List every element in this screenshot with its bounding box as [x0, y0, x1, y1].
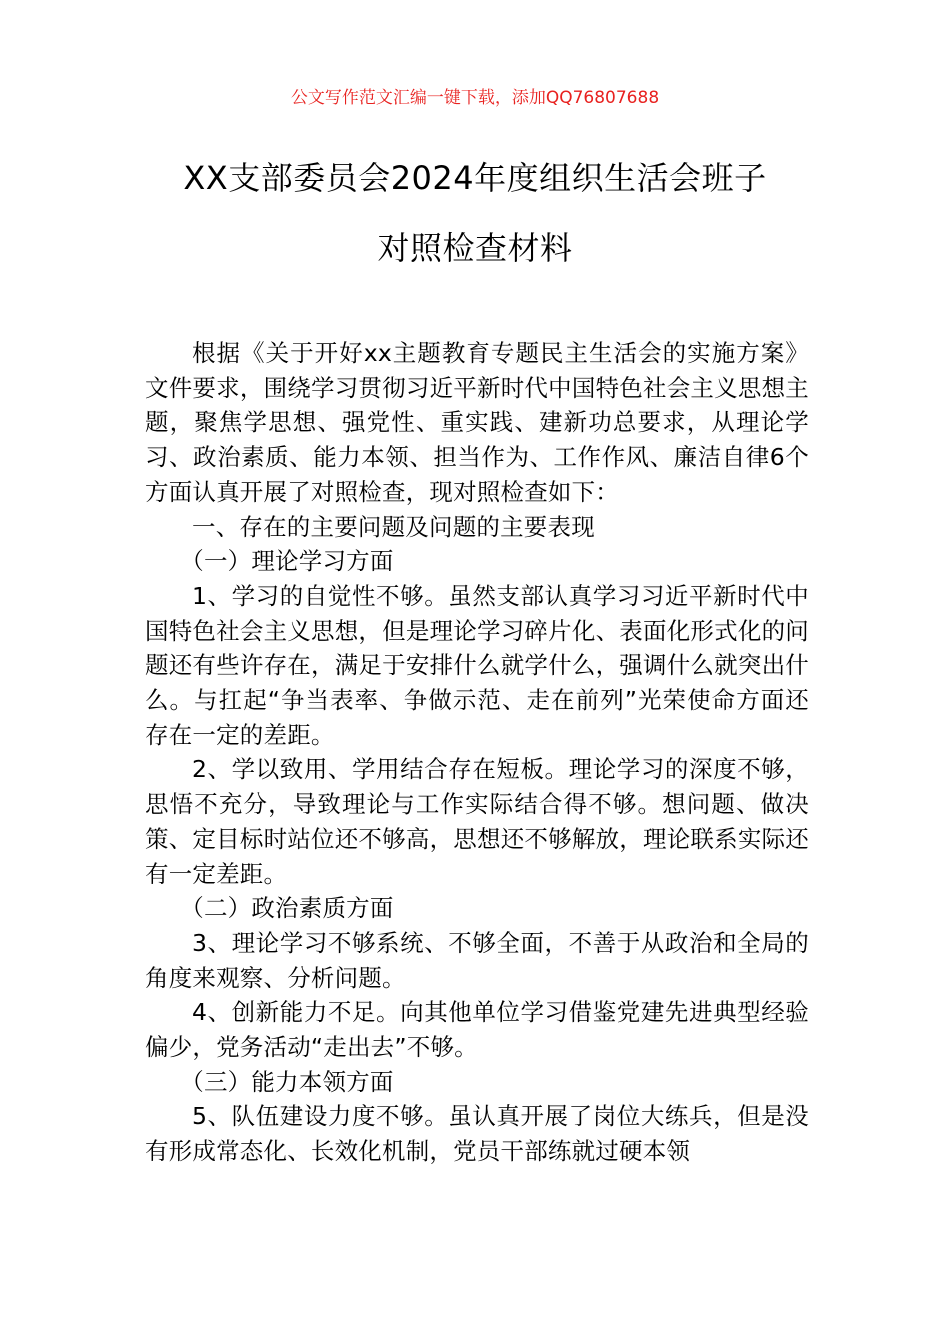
- section-heading-1: 一、存在的主要问题及问题的主要表现: [192, 512, 595, 541]
- subsection-heading-theory: （一）理论学习方面: [180, 547, 394, 576]
- item-paragraph-5: 5、队伍建设力度不够。虽认真开展了岗位大练兵，但是没有形成常态化、长效化机制，党员干部练就过硬本领: [145, 1102, 809, 1166]
- document-body: [145, 336, 809, 1169]
- item-paragraph-3: 3、理论学习不够系统、不够全面，不善于从政治和全局的角度来观察、分析问题。: [145, 928, 809, 992]
- item-paragraph-4: 4、创新能力不足。向其他单位学习借鉴党建先进典型经验偏少，党务活动“走出去”不够。: [145, 998, 809, 1062]
- header-notice: 公文写作范文汇编一键下载，添加QQ76807688: [290, 88, 660, 108]
- intro-paragraph: 根据《关于开好xx主题教育专题民主生活会的实施方案》文件要求，围绕学习贯彻习近平新时代中国特色社会主义思想主题，聚焦学思想、强党性、重实践、建新功总要求，从理论学习、政治素质、能力本领、担当作为、工作作风、廉洁自律6个方面认真开展了对照检查，现对照检查如下：: [145, 339, 809, 506]
- document-title-line-1: XX支部委员会2024年度组织生活会班子: [183, 159, 767, 197]
- item-paragraph-1: 1、学习的自觉性不够。虽然支部认真学习习近平新时代中国特色社会主义思想，但是理论学习碎片化、表面化形式化的问题还有些许存在，满足于安排什么就学什么，强调什么就突出什么。与扛起“争当表率、争做示范、走在前列”光荣使命方面还存在一定的差距。: [145, 581, 809, 749]
- subsection-heading-political: （二）政治素质方面: [180, 894, 394, 923]
- item-paragraph-2: 2、学以致用、学用结合存在短板。理论学习的深度不够，思悟不充分，导致理论与工作实际结合得不够。想问题、做决策、定目标时站位还不够高，思想还不够解放，理论联系实际还有一定差距。: [145, 755, 809, 888]
- subsection-heading-ability: （三）能力本领方面: [180, 1067, 394, 1096]
- document-title-line-2: 对照检查材料: [377, 229, 573, 267]
